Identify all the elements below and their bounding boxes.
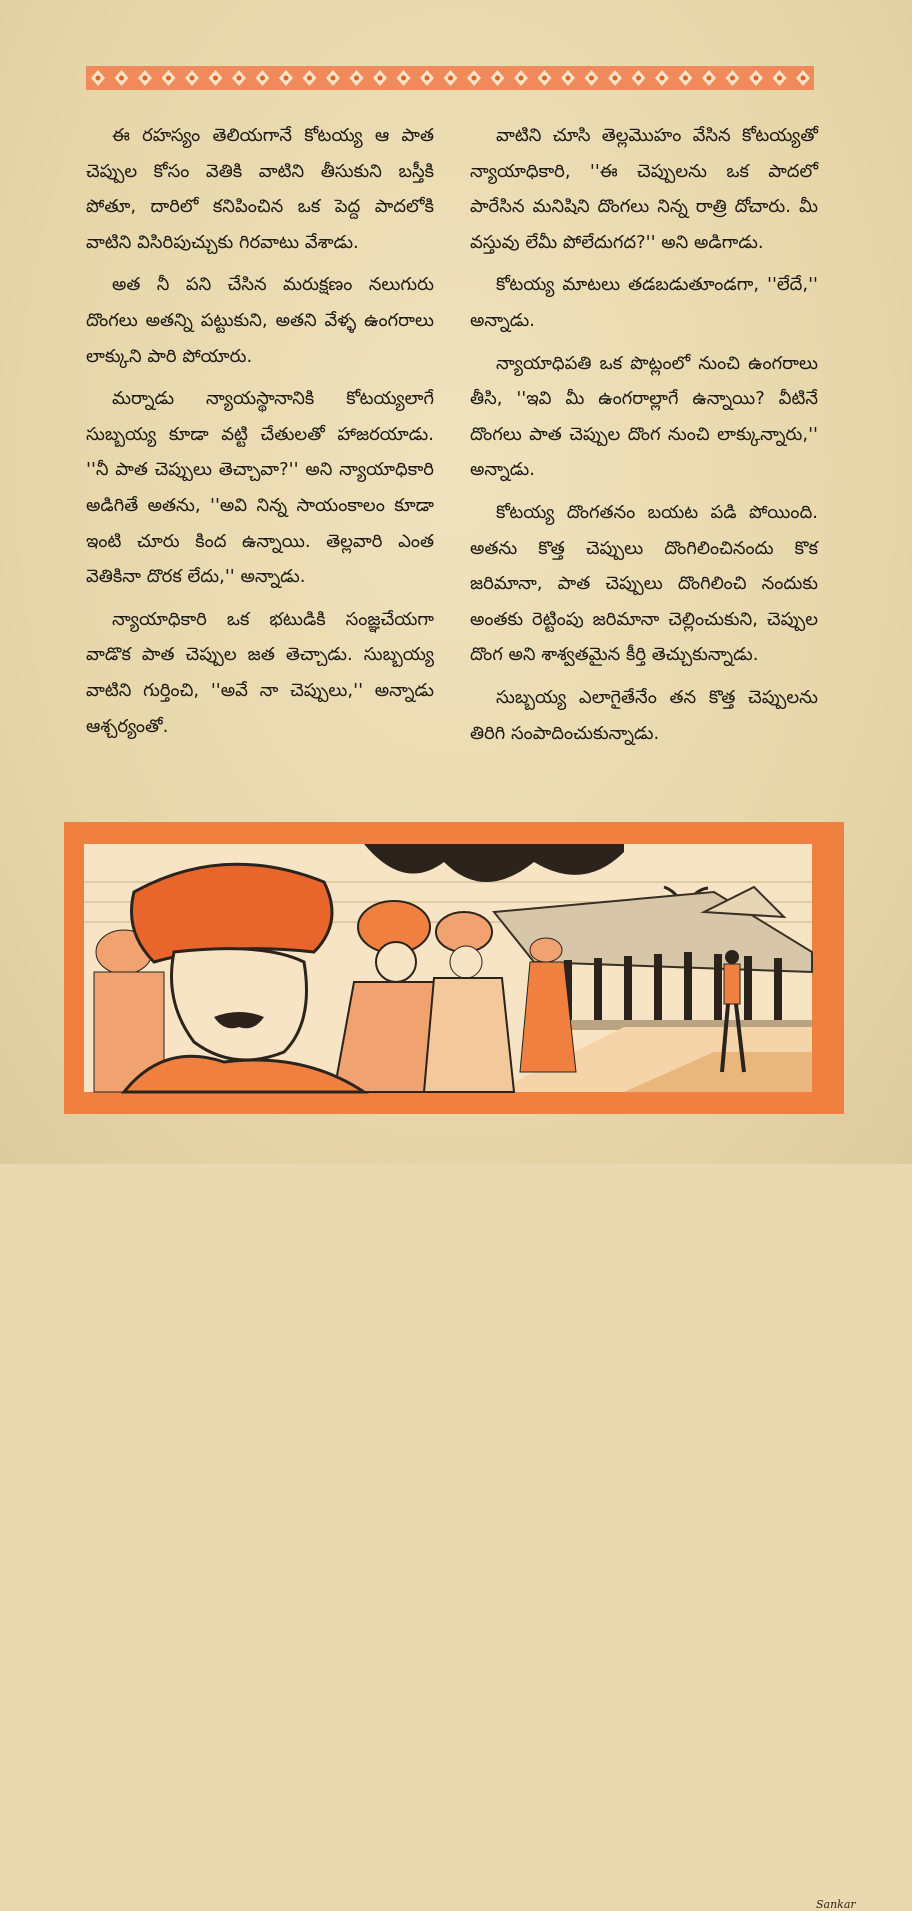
border-motif-dot <box>777 76 782 81</box>
border-motif-dot <box>425 76 430 81</box>
paragraph: వాటిని చూసి తెల్లమొహం వేసిన కోటయ్యతో న్యాయాధికారి, ''ఈ చెప్పులను ఒక పాదలో పారేసిన మనిషిని దొంగలు నిన్న రాత్రి దోచారు. మీ వస్తువు లేమీ పోలేదుగద?'' అని అడిగాడు. <box>470 125 818 253</box>
border-motif-dot <box>96 76 101 81</box>
paragraph: న్యాయాధిపతి ఒక పొట్లంలో నుంచి ఉంగరాలు తీసి, ''ఇవి మీ ఉంగరాల్లాగే ఉన్నాయి? వీటినే దొంగలు పాత చెప్పుల దొంగ నుంచి లాక్కున్నారు,'' అన్నాడు. <box>470 352 818 481</box>
border-motif-dot <box>190 76 195 81</box>
border-motif-dot <box>707 76 712 81</box>
border-motif-dot <box>801 76 806 81</box>
border-motif-dot <box>401 76 406 81</box>
paragraph: సుబ్బయ్య ఎలాగైతేనేం తన కొత్త చెప్పులను తిరిగి సంపాదించుకున్నాడు. <box>470 686 818 744</box>
border-motif-dot <box>119 76 124 81</box>
border-motif-dot <box>566 76 571 81</box>
left-text-column <box>86 118 434 751</box>
border-motif-dot <box>307 76 312 81</box>
border-motif-dot <box>636 76 641 81</box>
border-motif-dot <box>448 76 453 81</box>
border-motif-dot <box>378 76 383 81</box>
right-text-column <box>470 118 818 758</box>
border-motif-dot <box>519 76 524 81</box>
border-motif-dot <box>613 76 618 81</box>
border-motif-dot <box>660 76 665 81</box>
border-motif-dot <box>213 76 218 81</box>
story-illustration <box>64 822 856 1911</box>
border-motif-dot <box>284 76 289 81</box>
border-motif-dot <box>354 76 359 81</box>
border-motif-dot <box>683 76 688 81</box>
border-motif-dot <box>260 76 265 81</box>
paragraph: అత నీ పని చేసిన మరుక్షణం నలుగురు దొంగలు అతన్ని పట్టుకుని, అతని వేళ్ళ ఉంగరాలు లాక్కుని పారి పోయారు. <box>86 274 434 367</box>
border-motif-dot <box>143 76 148 81</box>
paragraph: ఈ రహస్యం తెలియగానే కోటయ్య ఆ పాత చెప్పుల కోసం వెతికి వాటిని తీసుకుని బస్తీకి పోతూ, దారిలో కనిపించిన ఒక పెద్ద పాదలోకి వాటిని విసిరిపుచ్చుకు గిరవాటు వేశాడు. <box>86 125 434 253</box>
paragraph: మర్నాడు న్యాయస్థానానికి కోటయ్యలాగే సుబ్బయ్య కూడా వట్టి చేతులతో హాజరయాడు. ''నీ పాత చెప్పులు తెచ్చావా?'' అని న్యాయాధికారి అడిగితే అతను, ''అవి నిన్న సాయంకాలం కూడా ఇంటి చూరు కింద ఉన్నాయి. తెల్లవారి ఎంత వెతికినా దొరక లేదు,'' అన్నాడు. <box>86 388 434 588</box>
border-motif-dot <box>589 76 594 81</box>
border-motif-dot <box>730 76 735 81</box>
border-motif-dot <box>166 76 171 81</box>
paragraph: కోటయ్య దొంగతనం బయట పడి పోయింది. అతను కొత్త చెప్పులు దొంగిలించినందు కొక జరిమానా, పాత చెప్పులు దొంగిలించి నందుకు అంతకు రెట్టింపు జరిమానా చెల్లించుకుని, చెప్పుల దొంగ అని శాశ్వతమైన కీర్తి తెచ్చుకున్నాడు. <box>470 501 818 666</box>
border-motif-dot <box>331 76 336 81</box>
border-motif-dot <box>472 76 477 81</box>
artist-signature: Sankar <box>816 1898 856 1911</box>
border-motif-dot <box>542 76 547 81</box>
paragraph: కోటయ్య మాటలు తడబడుతూండగా, ''లేదే,'' అన్నాడు. <box>470 274 818 331</box>
paragraph: న్యాయాధికారి ఒక భటుడికి సంజ్ఞచేయగా వాడొక పాత చెప్పుల జత తెచ్చాడు. సుబ్బయ్య వాటిని గుర్తించి, ''అవే నా చెప్పులు,'' అన్నాడు ఆశ్చర్యంతో. <box>86 608 434 737</box>
border-motif-dot <box>754 76 759 81</box>
border-motif-dot <box>237 76 242 81</box>
decorative-border <box>86 66 814 90</box>
border-motif-dot <box>495 76 500 81</box>
